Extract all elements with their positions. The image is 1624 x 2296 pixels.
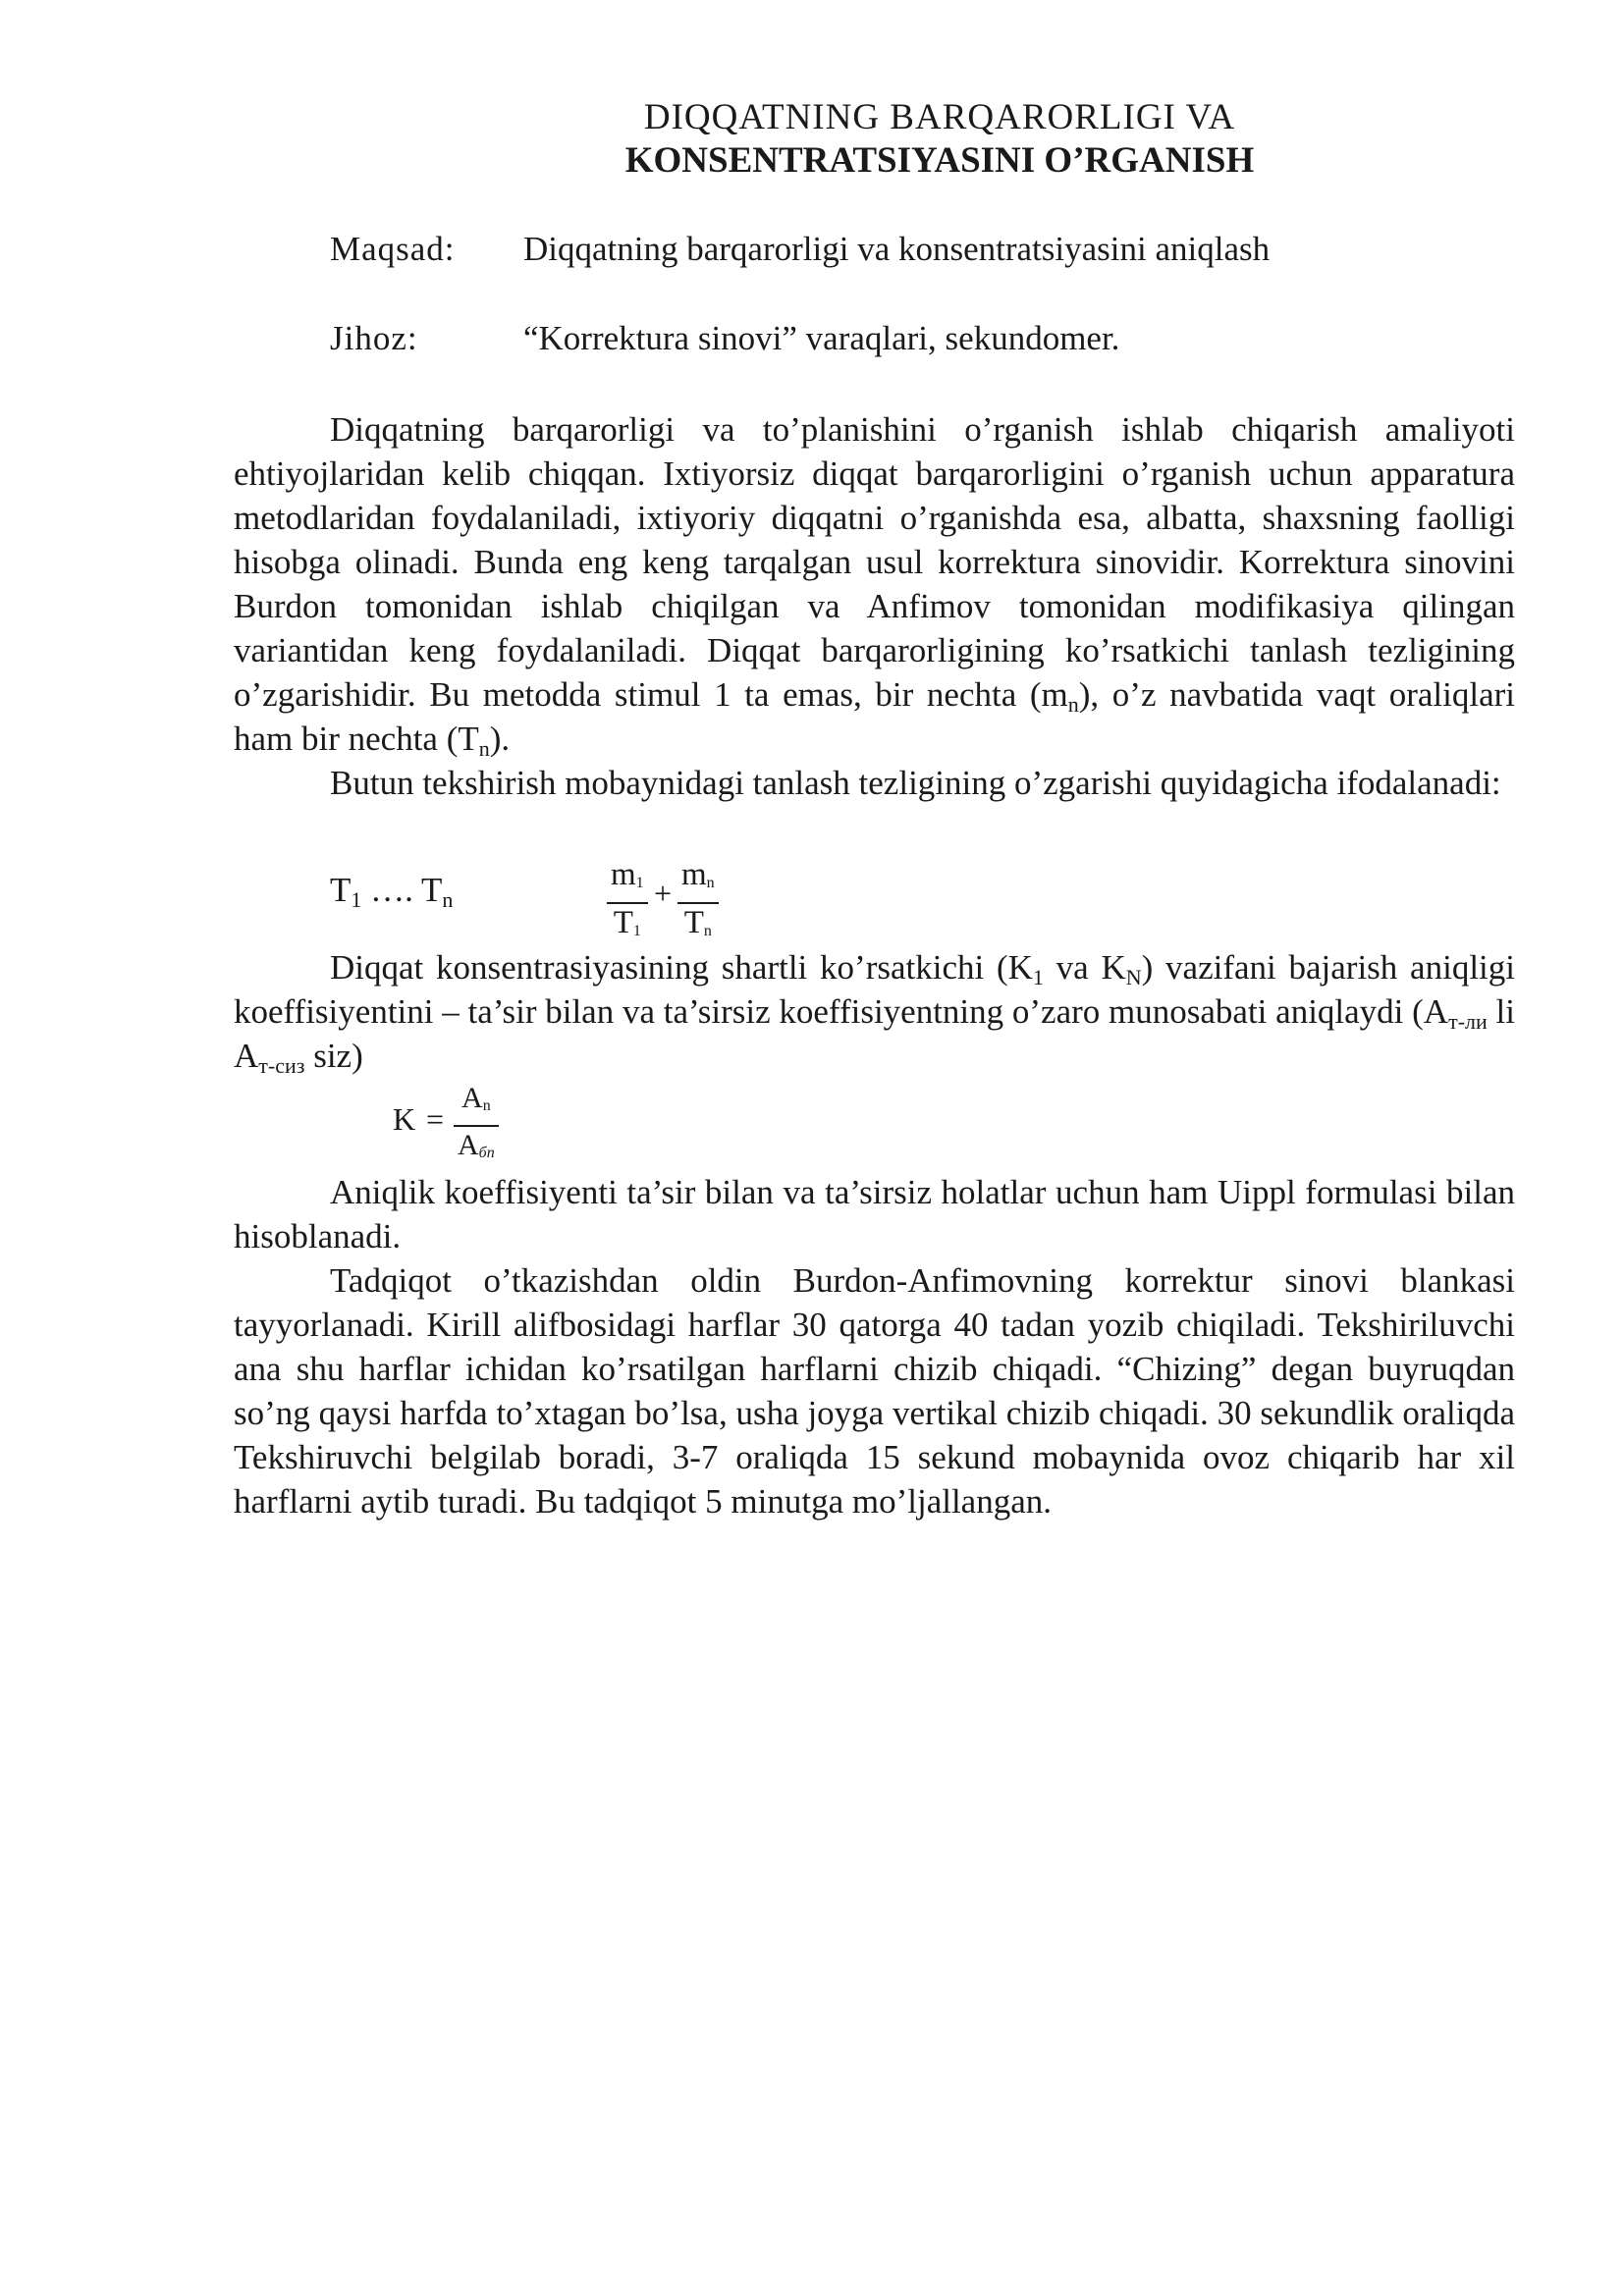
paragraph-5: Tadqiqot o’tkazishdan oldin Burdon-Anfimovning korrektur sinovi blankasi tayyorlanadi. Kirill alifbosidagi harflar 30 qatorga 40 tadan yozib chiqiladi. Tekshiriluvchi ana shu harflar ichidan ko’rsatilgan harflarni chizib chiqadi. “Chizing” degan buyruqdan so’ng qaysi harfda to’xtagan bo’lsa, usha joyga vertikal chizib chiqadi. 30 sekundlik oraliqda Tekshiruvchi belgilab boradi, 3-7 oraliqda 15 sekund mobaynida ovoz chiqarib har xil harflarni aytib turadi. Bu tadqiqot 5 minutga mo’ljallangan. (234, 1261, 1515, 1521)
title-line-2: KONSENTRATSIYASINI O’RGANISH (624, 140, 1255, 181)
equipment-label: Jihoz: (330, 319, 418, 357)
paragraph-3: Diqqat konsentrasiyasining shartli ko’rsatkichi ($K_1$ va $K_N$) vazifani bajarish aniqligi koeffisiyentini – ta’sir bilan va ta’sirsiz koeffisiyentning o’zaro munosabati aniqlaydi ($A_{т-ли}$ li $A_{т-сиз}$ siz) (234, 948, 1516, 1078)
paragraph-1: Diqqatning barqarorligi va to’planishini o’rganish ishlab chiqarish amaliyoti ehtiyojlaridan kelib chiqqan. Ixtiyorsiz diqqat barqarorligini o’rganish uchun apparatura metodlaridan foydalaniladi, ixtiyoriy diqqatni o’rganishda esa, albatta, shaxsning faolligi hisobga olinadi. Bunda eng keng tarqalgan usul korrektura sinovidir. Korrektura sinovini Burdon tomonidan ishlab chiqilgan va Anfimov tomonidan modifikasiya qilingan variantidan keng foydalaniladi. Diqqat barqarorligining ko’rsatkichi tanlash tezligining o’zgarishidir. Bu metodda stimul 1 ta emas, bir nechta $(m_n)$, o’z navbatida vaqt oraliqlari ham bir nechta $(T_n)$. (234, 410, 1515, 761)
formula-k-equals: = (426, 1101, 445, 1137)
fraction-k: $A_n$ $A_{бп}$ (454, 1080, 499, 1172)
paragraph-4: Aniqlik koeffisiyenti ta’sir bilan va ta’sirsiz holatlar uchun ham Uippl formulasi bilan hisoblanadi. (234, 1173, 1515, 1255)
plus-sign: + (654, 876, 673, 911)
purpose-value: Diqqatning barqarorligi va konsentratsiyasini aniqlash (523, 230, 1271, 268)
paragraph-2: Butun tekshirish mobaynidagi tanlash tezligining o’zgarishi quyidagicha ifodalanadi: (330, 764, 1501, 802)
formula-k-label: K (393, 1101, 416, 1137)
purpose-label: Maqsad: (330, 230, 456, 268)
fraction-m1-t1: $\frac{m_1}{T_1}$ (607, 856, 648, 950)
title-line-1: DIQQATNING BARQARORLIGI VA (643, 97, 1236, 137)
fraction-mn-tn: $\frac{m_n}{T_n}$ (677, 856, 719, 950)
formula-range: $T_1$ …. $T_n$ (330, 871, 454, 912)
equipment-value: “Korrektura sinovi” varaqlari, sekundomer. (523, 319, 1120, 357)
